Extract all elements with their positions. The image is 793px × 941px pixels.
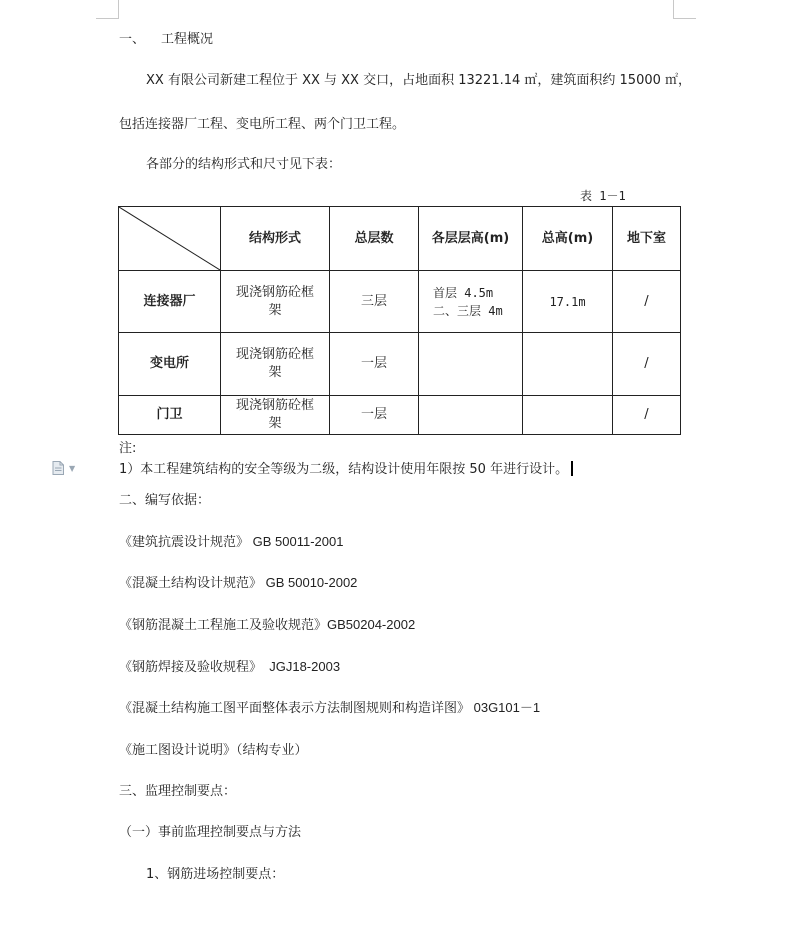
- cell-structure-text: 现浇钢筋砼框架: [235, 284, 314, 318]
- reference-item: 《钢筋混凝土工程施工及验收规范》GB50204-2002: [119, 617, 416, 632]
- diagonal-line: [119, 207, 220, 270]
- cell-basement: /: [613, 271, 681, 333]
- column-header-floor-heights: 各层层高(m): [419, 207, 523, 271]
- floor-height-line-2: 二、三层 4m: [433, 303, 503, 318]
- cell-basement: /: [613, 396, 681, 435]
- cell-structure: [221, 271, 330, 333]
- section-2-heading: 二、编写依据：: [119, 493, 211, 508]
- cell-floor-heights: [419, 396, 523, 435]
- cell-floor-heights: [419, 333, 523, 396]
- cell-floors: 一层: [330, 333, 419, 396]
- row-label: 变电所: [119, 333, 221, 396]
- table-corner-diagonal-cell: [119, 207, 221, 271]
- cell-floors: 三层: [330, 271, 419, 333]
- table-row: [119, 333, 681, 396]
- reference-item: 《混凝土结构施工图平面整体表示方法制图规则和构造详图》 03G101－1: [119, 700, 541, 715]
- page-corner-mark-top-right: [673, 0, 696, 19]
- table-row: [119, 396, 681, 435]
- cell-structure-text: 现浇钢筋砼框架: [235, 398, 314, 431]
- subsection-heading: （一）事前监理控制要点与方法: [119, 825, 302, 840]
- section-3-heading: 三、监理控制要点：: [119, 784, 237, 799]
- cell-basement: /: [613, 333, 681, 396]
- cell-floor-heights: [419, 271, 523, 333]
- reference-item: 《建筑抗震设计规范》 GB 50011-2001: [119, 534, 344, 549]
- page-corner-mark-top-left: [96, 0, 119, 19]
- row-label: 门卫: [119, 396, 221, 435]
- overview-paragraph-line-2: 包括连接器厂工程、变电所工程、两个门卫工程。: [119, 117, 406, 132]
- row-label: 连接器厂: [119, 271, 221, 333]
- text-cursor: [571, 461, 573, 476]
- note-item-text: 1）本工程建筑结构的安全等级为二级，结构设计使用年限按 50 年进行设计。: [119, 462, 569, 477]
- note-item[interactable]: [119, 461, 573, 478]
- table-intro-paragraph: 各部分的结构形式和尺寸见下表：: [146, 157, 342, 172]
- document-icon[interactable]: [52, 461, 64, 475]
- structure-table: [118, 206, 681, 435]
- section-1-title: 工程概况: [161, 32, 214, 47]
- cell-total-height: 17.1m: [523, 271, 613, 333]
- floor-height-line-1: 首层 4.5m: [433, 285, 494, 300]
- column-header-basement: 地下室: [613, 207, 681, 271]
- cell-total-height: [523, 396, 613, 435]
- section-1-number: 一、: [119, 32, 146, 47]
- cell-floors: 一层: [330, 396, 419, 435]
- dropdown-caret-icon[interactable]: ▼: [69, 464, 76, 473]
- cell-total-height: [523, 333, 613, 396]
- notes-label: 注:: [119, 441, 137, 456]
- cell-structure: [221, 333, 330, 396]
- cell-structure-text: 现浇钢筋砼框架: [235, 347, 314, 380]
- column-header-floors: 总层数: [330, 207, 419, 271]
- overview-paragraph-line-1: XX 有限公司新建工程位于 XX 与 XX 交口，占地面积 13221.14 ㎡，建筑面积约 15000 ㎡，: [146, 73, 692, 88]
- column-header-structure: 结构形式: [221, 207, 330, 271]
- table-row: [119, 271, 681, 333]
- cell-structure: [221, 396, 330, 435]
- section-1-heading: [119, 32, 213, 48]
- column-header-total-height: 总高(m): [523, 207, 613, 271]
- reference-item: 《混凝土结构设计规范》 GB 50010-2002: [119, 575, 358, 590]
- reference-item: 《钢筋焊接及验收规程》 JGJ18-2003: [119, 659, 341, 674]
- reference-item: 《施工图设计说明》（结构专业）: [119, 742, 308, 757]
- table-caption: 表 1－1: [580, 189, 626, 203]
- table-header-row: [119, 207, 681, 271]
- list-item: 1、钢筋进场控制要点：: [146, 867, 285, 882]
